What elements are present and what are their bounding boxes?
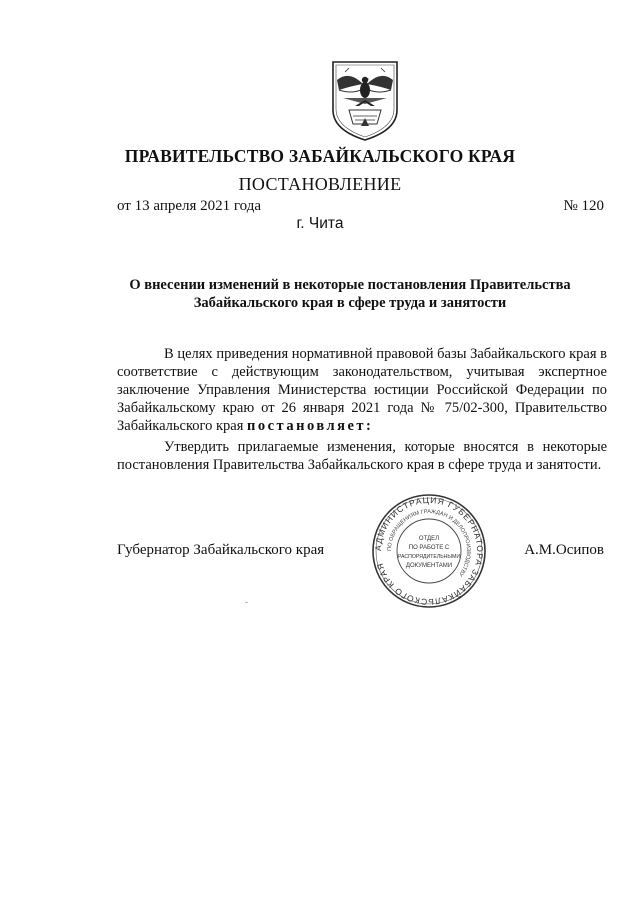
subject-line-2: Забайкальского края в сфере труда и занятости	[193, 295, 507, 311]
document-date: от 13 апреля 2021 года	[117, 198, 262, 214]
subject-line-1: О внесении изменений в некоторые постановления Правительства	[129, 277, 571, 293]
coat-of-arms-emblem	[331, 60, 399, 142]
body-paragraph-1	[117, 345, 607, 435]
body-paragraph-2	[117, 438, 607, 474]
signatory-title: Губернатор Забайкальского края	[117, 542, 325, 558]
seal-center-line-4: ДОКУМЕНТАМИ	[405, 563, 453, 569]
seal-center-line-2: ПО РАБОТЕ С	[408, 545, 450, 551]
seal-center-line-1: ОТДЕЛ	[418, 536, 440, 542]
signatory-name: А.М.Осипов	[524, 542, 604, 558]
official-seal-stamp	[370, 492, 488, 610]
paragraph-1-text: В целях приведения нормативной правовой базы Забайкальского края в соответствие с действующим законодательством, учитывая экспертное заключение Управления Министерства юстиции Российской Федерации по Забайкальскому краю от 26 января 2021 года № 75/02-300, Правительство Забайкальского края	[117, 346, 607, 434]
seal-ring-text: АДМИНИСТРАЦИЯ ГУБЕРНАТОРА ЗАБАЙКАЛЬСКОГО КРАЯ	[372, 494, 486, 608]
government-title: ПРАВИТЕЛЬСТВО ЗАБАЙКАЛЬСКОГО КРАЯ	[124, 146, 516, 166]
document-type: ПОСТАНОВЛЕНИЕ	[238, 174, 402, 194]
resolves-word: постановляет:	[247, 418, 374, 434]
paragraph-2-text: Утвердить прилагаемые изменения, которые вносятся в некоторые постановления Правительства Забайкальского края в сфере труда и занятости.	[117, 439, 607, 473]
document-city: г. Чита	[296, 215, 344, 232]
document-subject	[110, 276, 590, 312]
scan-speck	[245, 602, 248, 603]
seal-inner-text: ПО ОБРАЩЕНИЯМ ГРАЖДАН И ДЕЛОПРОИЗВОДСТВУ	[386, 508, 472, 578]
seal-center-line-3: РАСПОРЯДИТЕЛЬНЫМИ	[397, 554, 461, 560]
document-number: № 120	[563, 198, 604, 214]
